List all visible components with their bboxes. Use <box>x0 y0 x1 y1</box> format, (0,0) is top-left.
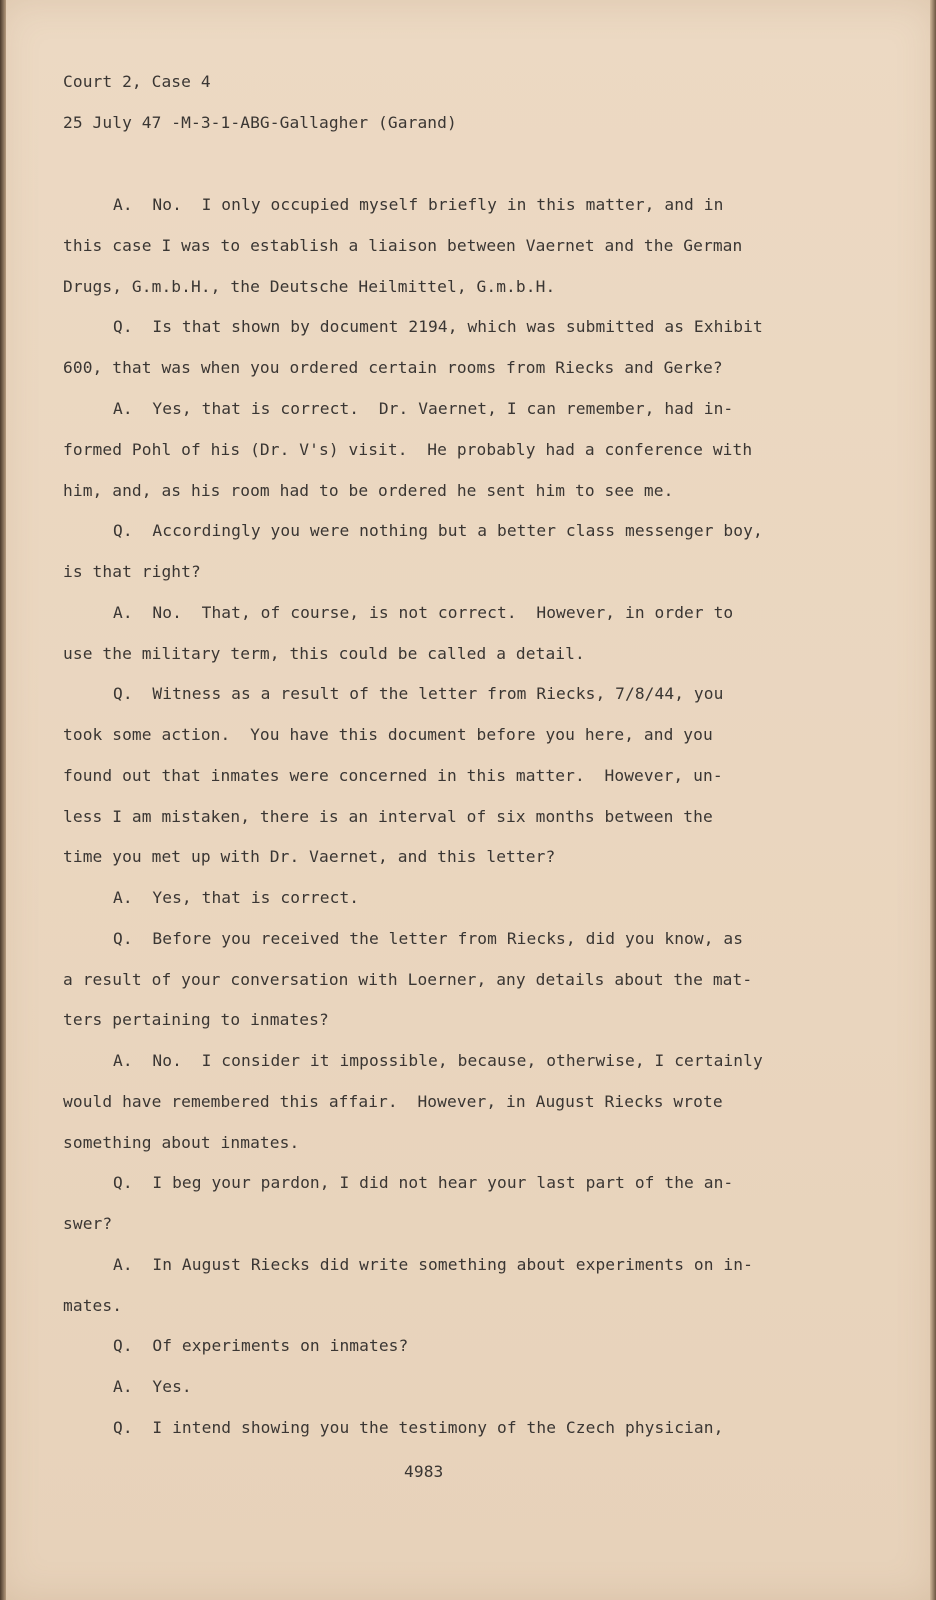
transcript-line: Q. Before you received the letter from Riecks, did you know, as <box>113 929 744 948</box>
transcript-line: is that right? <box>63 562 201 581</box>
transcript-line: Q. I intend showing you the testimony of the Czech physician, <box>113 1418 724 1437</box>
transcript-line: Q. Of experiments on inmates? <box>113 1336 409 1355</box>
transcript-line: found out that inmates were concerned in this matter. However, un- <box>63 766 723 785</box>
transcript-line: took some action. You have this document before you here, and you <box>63 725 713 744</box>
transcript-line: A. Yes. <box>113 1377 192 1396</box>
transcript-line: Q. Is that shown by document 2194, which was submitted as Exhibit <box>113 317 763 336</box>
header-session: 25 July 47 -M-3-1-ABG-Gallagher (Garand) <box>63 113 457 132</box>
transcript-line: A. Yes, that is correct. Dr. Vaernet, I can remember, had in- <box>113 399 734 418</box>
transcript-line: Q. Witness as a result of the letter from Riecks, 7/8/44, you <box>113 684 724 703</box>
transcript-line: A. No. I consider it impossible, because, otherwise, I certainly <box>113 1051 763 1070</box>
transcript-line: A. No. That, of course, is not correct. However, in order to <box>113 603 734 622</box>
transcript-line: formed Pohl of his (Dr. V's) visit. He probably had a conference with <box>63 440 753 459</box>
transcript-line: a result of your conversation with Loerner, any details about the mat- <box>63 970 753 989</box>
transcript-line: swer? <box>63 1214 113 1233</box>
transcript-line: Q. Accordingly you were nothing but a better class messenger boy, <box>113 521 763 540</box>
transcript-line: something about inmates. <box>63 1133 300 1152</box>
transcript-line: Drugs, G.m.b.H., the Deutsche Heilmittel, G.m.b.H. <box>63 277 556 296</box>
paper-right-edge <box>930 0 936 1600</box>
transcript-line: A. Yes, that is correct. <box>113 888 360 907</box>
page-number: 4983 <box>404 1462 444 1481</box>
transcript-line: him, and, as his room had to be ordered he sent him to see me. <box>63 481 674 500</box>
transcript-line: use the military term, this could be called a detail. <box>63 644 585 663</box>
transcript-line: less I am mistaken, there is an interval of six months between the <box>63 807 713 826</box>
paper-left-edge <box>0 0 6 1600</box>
transcript-line: Q. I beg your pardon, I did not hear your last part of the an- <box>113 1173 734 1192</box>
transcript-line: 600, that was when you ordered certain rooms from Riecks and Gerke? <box>63 358 723 377</box>
transcript-line: A. No. I only occupied myself briefly in this matter, and in <box>113 195 724 214</box>
transcript-line: would have remembered this affair. However, in August Riecks wrote <box>63 1092 723 1111</box>
transcript-line: ters pertaining to inmates? <box>63 1010 329 1029</box>
transcript-line: A. In August Riecks did write something about experiments on in- <box>113 1255 753 1274</box>
transcript-line: this case I was to establish a liaison between Vaernet and the German <box>63 236 743 255</box>
header-court: Court 2, Case 4 <box>63 72 211 91</box>
transcript-line: time you met up with Dr. Vaernet, and this letter? <box>63 847 556 866</box>
transcript-line: mates. <box>63 1296 123 1315</box>
